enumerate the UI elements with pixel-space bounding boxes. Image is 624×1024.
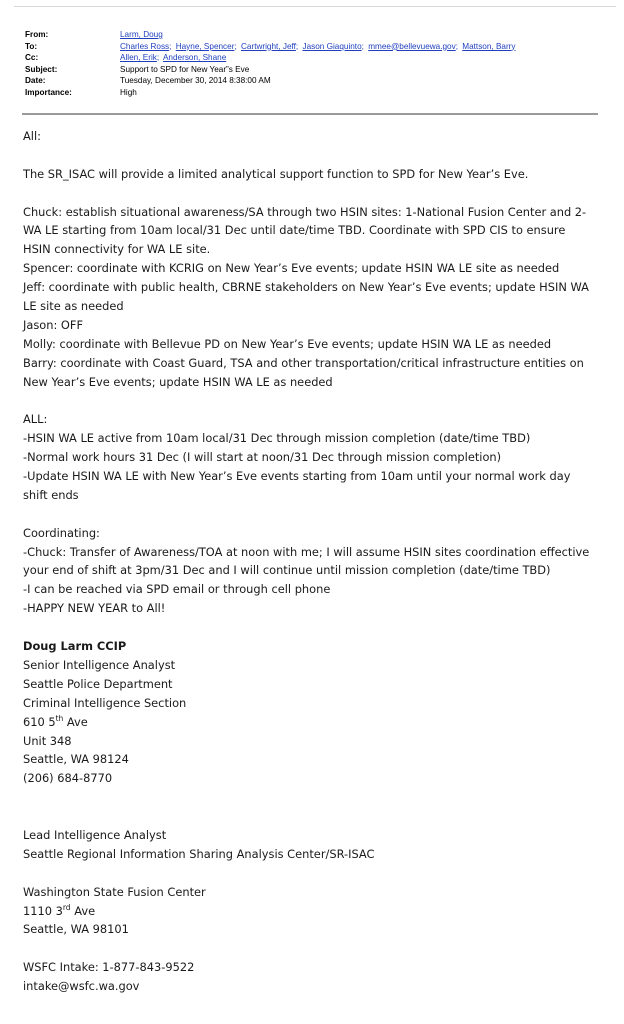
signature-city: Seattle, WA 98124 <box>23 752 129 767</box>
assignment-line: Jason: OFF <box>23 317 83 332</box>
subject-label: Subject: <box>25 64 58 74</box>
cc-link[interactable]: Anderson, Shane <box>162 53 227 63</box>
signature-role: Lead Intelligence Analyst <box>23 827 167 842</box>
date-label: Date: <box>25 76 46 86</box>
signature-title: Senior Intelligence Analyst <box>23 657 176 672</box>
recipient-link[interactable]: Jason Giaquinto <box>302 41 362 51</box>
recipient-link[interactable]: Mattson, Barry <box>462 41 516 51</box>
fusion-center-city: Seattle, WA 98101 <box>23 922 129 937</box>
assignment-line: Molly: coordinate with Bellevue PD on New Year’s Eve events; update HSIN WA LE as needed <box>23 336 552 351</box>
intake-phone: WSFC Intake: 1-877-843-9522 <box>23 960 195 975</box>
assignment-line: Jeff: coordinate with public health, CBRNE stakeholders on New Year’s Eve events; update HSIN WA <box>23 280 589 295</box>
to-value: Charles Ross; Hayne, Spencer; Cartwright, Jeff; Jason Giaquinto; mmee@bellevuewa.gov; Mattson, Barry <box>120 41 516 51</box>
signature-org: Seattle Police Department <box>23 676 173 691</box>
recipient-link[interactable]: Charles Ross <box>120 41 170 51</box>
email-body <box>23 127 603 996</box>
all-item: -Normal work hours 31 Dec (I will start at noon/31 Dec through mission completion) <box>23 450 502 465</box>
assignment-line: Barry: coordinate with Coast Guard, TSA and other transportation/critical infrastructure entities on <box>23 355 584 370</box>
intake-email: intake@wsfc.wa.gov <box>23 979 140 994</box>
subject-value: Support to SPD for New Year”s Eve <box>120 64 250 74</box>
recipient-link[interactable]: mmee@bellevuewa.gov <box>368 41 456 51</box>
cc-row <box>25 52 600 64</box>
coordinating-item: -I can be reached via SPD email or through cell phone <box>23 582 331 597</box>
assignment-line: HSIN connectivity for WA LE site. <box>23 242 211 257</box>
from-row <box>25 29 600 41</box>
assignment-line: WA LE starting from 10am local/31 Dec until date/time TBD. Coordinate with SPD CIS to ensure <box>23 223 566 238</box>
date-row <box>25 75 600 87</box>
header-divider <box>22 113 598 115</box>
coordinating-item: -Chuck: Transfer of Awareness/TOA at noon with me; I will assume HSIN sites coordination effective <box>23 544 590 559</box>
greeting: All: <box>23 129 41 143</box>
importance-label: Importance: <box>25 87 72 97</box>
date-value: Tuesday, December 30, 2014 8:38:00 AM <box>120 76 271 86</box>
signature-name: Doug Larm CCIP <box>23 639 127 654</box>
all-item: shift ends <box>23 487 79 502</box>
fusion-center-name: Washington State Fusion Center <box>23 884 206 899</box>
fusion-center-address: 1110 3rd Ave <box>23 902 96 918</box>
to-row <box>25 41 600 53</box>
to-label: To: <box>25 41 38 51</box>
importance-value: High <box>120 87 137 97</box>
assignment-line: Spencer: coordinate with KCRIG on New Year’s Eve events; update HSIN WA LE site as needed <box>23 261 560 276</box>
assignment-line: New Year’s Eve events; update HSIN WA LE as needed <box>23 374 333 389</box>
coordinating-heading: Coordinating: <box>23 525 100 540</box>
recipient-link[interactable]: Hayne, Spencer <box>175 41 235 51</box>
recipient-link[interactable]: Cartwright, Jeff <box>241 41 296 51</box>
cc-value: Allen, Erik; Anderson, Shane <box>120 53 227 63</box>
sender-link[interactable]: Larm, Doug <box>120 30 163 39</box>
coordinating-item: your end of shift at 3pm/31 Dec and I will continue until mission completion (date/time TBD) <box>23 563 551 578</box>
signature-section: Criminal Intelligence Section <box>23 695 187 710</box>
assignment-line: LE site as needed <box>23 299 124 314</box>
signature-phone: (206) 684-8770 <box>23 771 113 786</box>
all-item: -HSIN WA LE active from 10am local/31 Dec through mission completion (date/time TBD) <box>23 431 531 446</box>
cc-link[interactable]: Allen, Erik <box>120 53 157 63</box>
from-label: From: <box>25 30 49 39</box>
top-divider <box>14 6 616 7</box>
intro-line: The SR_ISAC will provide a limited analytical support function to SPD for New Year’s Eve. <box>23 166 529 181</box>
subject-row <box>25 64 600 76</box>
email-header <box>25 29 600 99</box>
from-value <box>120 29 600 41</box>
all-item: -Update HSIN WA LE with New Year’s Eve events starting from 10am until your normal work day <box>23 469 571 484</box>
importance-row <box>25 87 600 99</box>
cc-label: Cc: <box>25 53 39 63</box>
signature-address: 610 5th Ave <box>23 713 88 729</box>
all-heading: ALL: <box>23 412 48 427</box>
coordinating-item: -HAPPY NEW YEAR to All! <box>23 601 166 616</box>
signature-unit: Unit 348 <box>23 733 72 748</box>
assignment-line: Chuck: establish situational awareness/SA through two HSIN sites: 1-National Fusion Center and 2- <box>23 204 587 219</box>
signature-center: Seattle Regional Information Sharing Analysis Center/SR-ISAC <box>23 846 375 861</box>
